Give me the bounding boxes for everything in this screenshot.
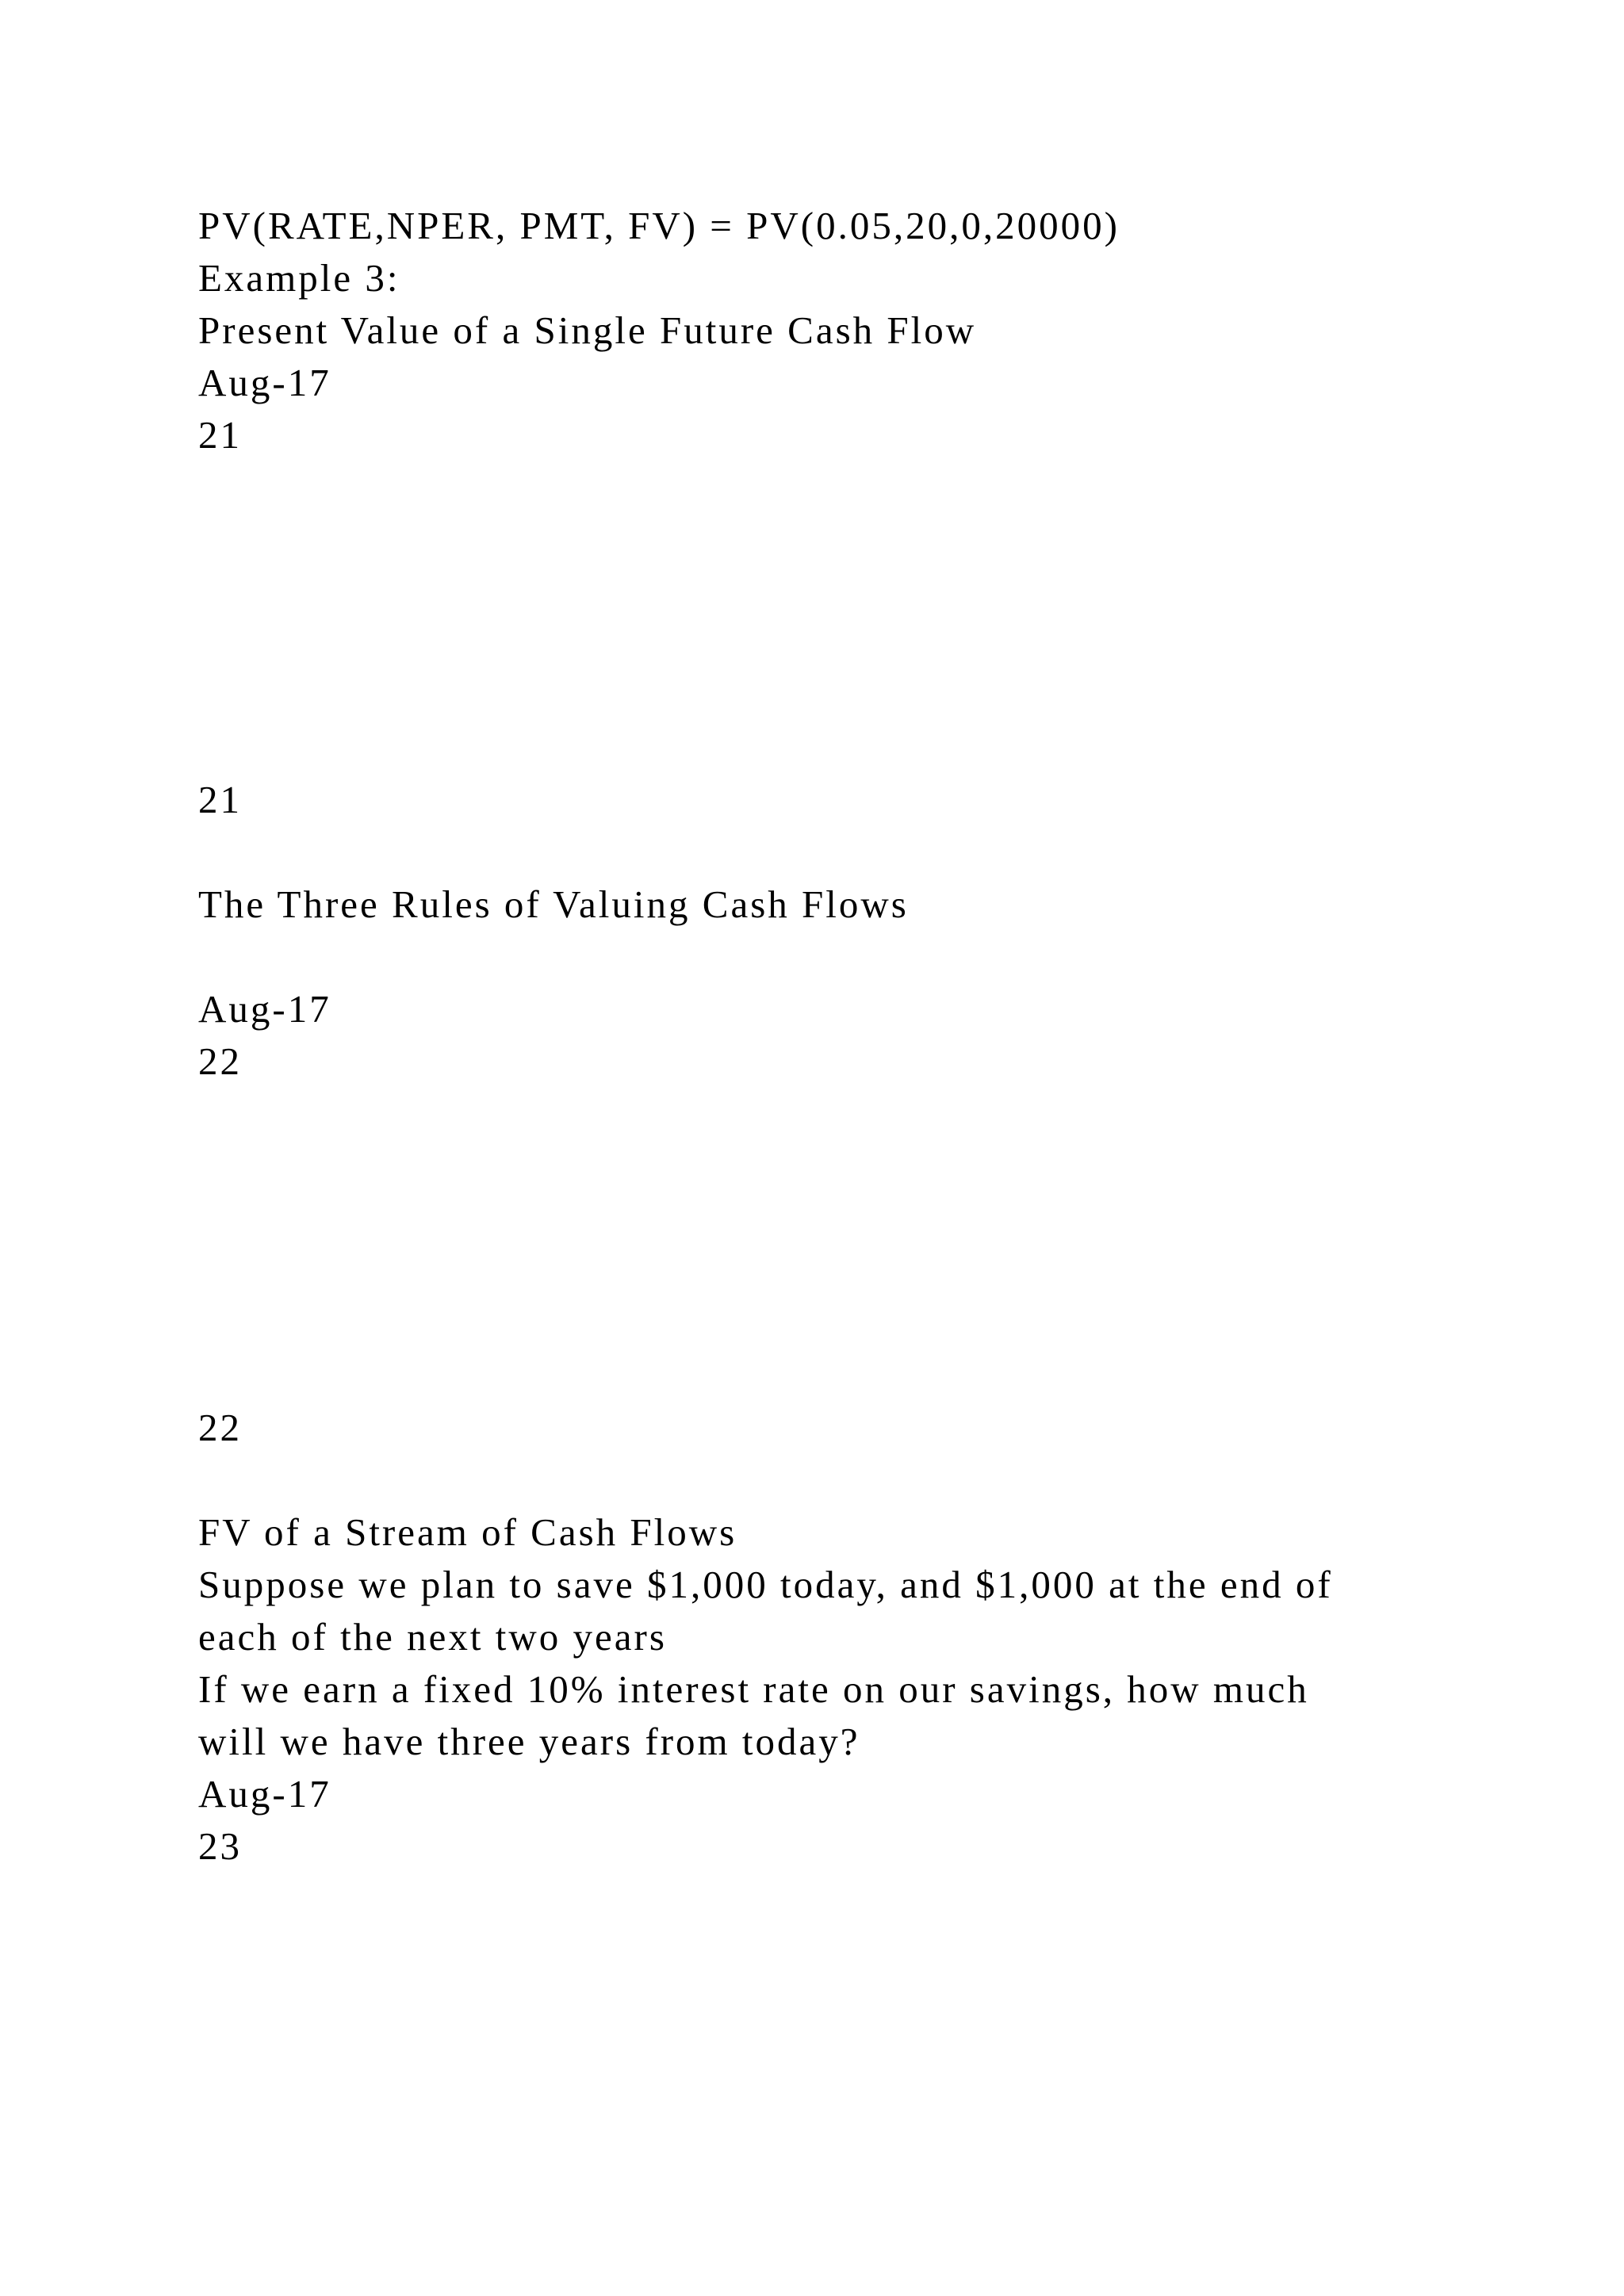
slide-title: Present Value of a Single Future Cash Flow xyxy=(198,308,977,352)
slide-number: 21 xyxy=(198,413,242,457)
example-label: Example 3: xyxy=(198,256,400,300)
body-text-line: each of the next two years xyxy=(198,1615,667,1659)
slide-number: 22 xyxy=(198,1039,242,1083)
slide-date: Aug-17 xyxy=(198,987,331,1031)
slide-date: Aug-17 xyxy=(198,1772,331,1816)
slide-title: FV of a Stream of Cash Flows xyxy=(198,1510,737,1554)
body-text-line: Suppose we plan to save $1,000 today, and $1,000 at the end of xyxy=(198,1563,1333,1606)
page-number: 22 xyxy=(198,1406,242,1449)
formula-line: PV(RATE,NPER, PMT, FV) = PV(0.05,20,0,20000) xyxy=(198,204,1120,247)
body-text-line: will we have three years from today? xyxy=(198,1720,860,1763)
page-number: 21 xyxy=(198,778,242,821)
slide-title: The Three Rules of Valuing Cash Flows xyxy=(198,882,909,926)
body-text-line: If we earn a fixed 10% interest rate on our savings, how much xyxy=(198,1667,1309,1711)
slide-date: Aug-17 xyxy=(198,361,331,404)
slide-number: 23 xyxy=(198,1824,242,1868)
